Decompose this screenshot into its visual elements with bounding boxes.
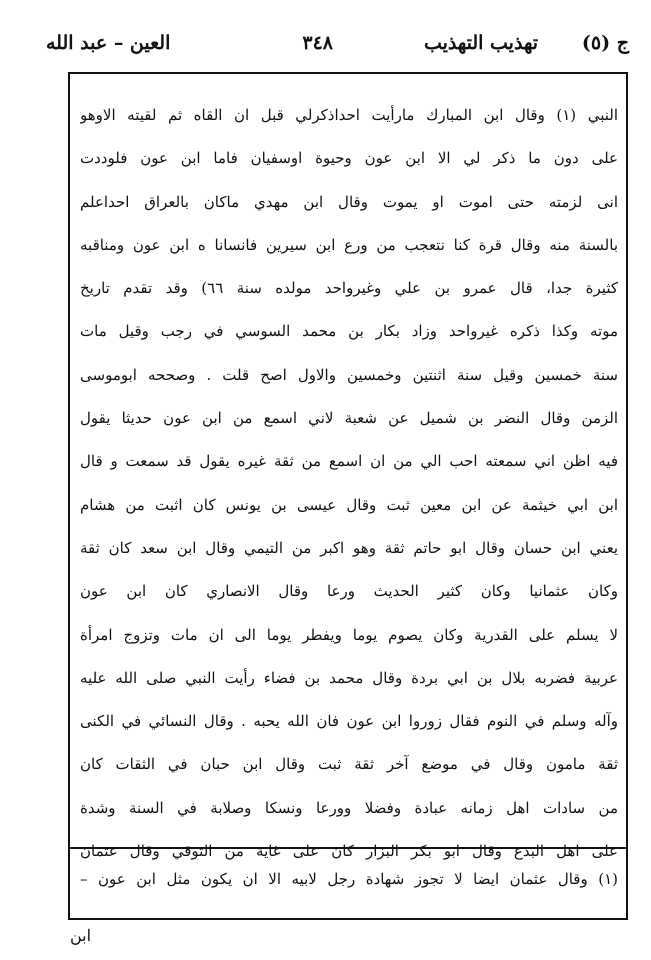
text-line: سنة خمسين وقيل سنة اثنتين وخمسين والاول اصح قلت . وصححه ابوموسى xyxy=(80,365,618,384)
text-line: ابن ابي خيثمة عن ابن معين ثبت وقال عيسى بن يونس كان اثبت من هشام xyxy=(80,495,618,514)
volume-number: ج (٥) xyxy=(581,32,629,54)
text-line: على دون ما ذكر لي الا ابن عون وحيوة اوسفيان فاما ابن عون فلوددت xyxy=(80,149,618,168)
footnote-divider xyxy=(70,847,626,849)
text-line: وكان عثمانيا وكان كثير الحديث ورعا وقال الانصاري كان ابن عون xyxy=(80,582,618,601)
text-line: الزمن وقال النضر بن شميل عن شعبة لاني اسمع من ابن عون حديثا يقول xyxy=(80,409,618,428)
text-line: وآله وسلم في النوم فقال زوروا ابن عون فان الله يحبه . وقال النسائي في الكنى xyxy=(80,712,618,731)
footnote: (١) وقال عثمان ايضا لا تجوز شهادة رجل لابيه الا ان يكون مثل ابن عون – xyxy=(80,870,618,888)
book-title: تهذيب التهذيب xyxy=(423,32,538,54)
text-line: النبي (١) وقال ابن المبارك مارأيت احداذكرلي قبل ان القاه ثم لقيته الاوهو xyxy=(80,106,618,124)
text-line: كثيرة جدا، قال عمرو بن علي وغيرواحد مولده سنة ٦٦) وقد تقدم تاريخ xyxy=(80,279,618,298)
running-head: العين – عبد الله xyxy=(46,32,171,54)
page-header xyxy=(18,28,633,68)
text-line: موته وكذا ذكره غيرواحد وزاد بكار بن محمد السوسي في رجب وقيل مات xyxy=(80,322,618,341)
text-line: يعني ابن حسان وقال ابو حاتم ثقة وهو اكبر من التيمي وقال ابن سعد كان ثقة xyxy=(80,538,618,557)
text-line: بالسنة منه وقال قرة كنا نتعجب من ورع ابن سيرين فانسانا ه ابن عون ومناقبه xyxy=(80,235,618,254)
text-line: فيه اظن اني سمعته احب الي من ان اسمع من ثقة غيره يقول قد سمعت و قال xyxy=(80,452,618,471)
body-text xyxy=(80,94,618,873)
page-number: ٣٤٨ xyxy=(302,32,333,54)
text-line: ثقة مامون وقال في موضع آخر ثقة ثبت وقال ابن حبان في الثقات كان xyxy=(80,755,618,774)
catchword: ابن xyxy=(70,926,92,945)
text-line: انى لزمته حتى اموت او يموت وقال ابن مهدي ماكان بالعراق احداعلم xyxy=(80,192,618,211)
text-line: على اهل البدع وقال ابو بكر البزار كان على غاية من التوقي وقال عثمان xyxy=(80,842,618,861)
text-frame xyxy=(68,72,628,920)
text-line: من سادات اهل زمانه عبادة وفضلا وورعا ونسكا وصلابة في السنة وشدة xyxy=(80,798,618,817)
text-line: لا يسلم على القدرية وكان يصوم يوما ويفطر يوما الى ان مات وتزوج امرأة xyxy=(80,625,618,644)
text-line: عربية فضربه بلال بن ابي بردة وقال محمد بن فضاء رأيت النبي صلى الله عليه xyxy=(80,668,618,687)
